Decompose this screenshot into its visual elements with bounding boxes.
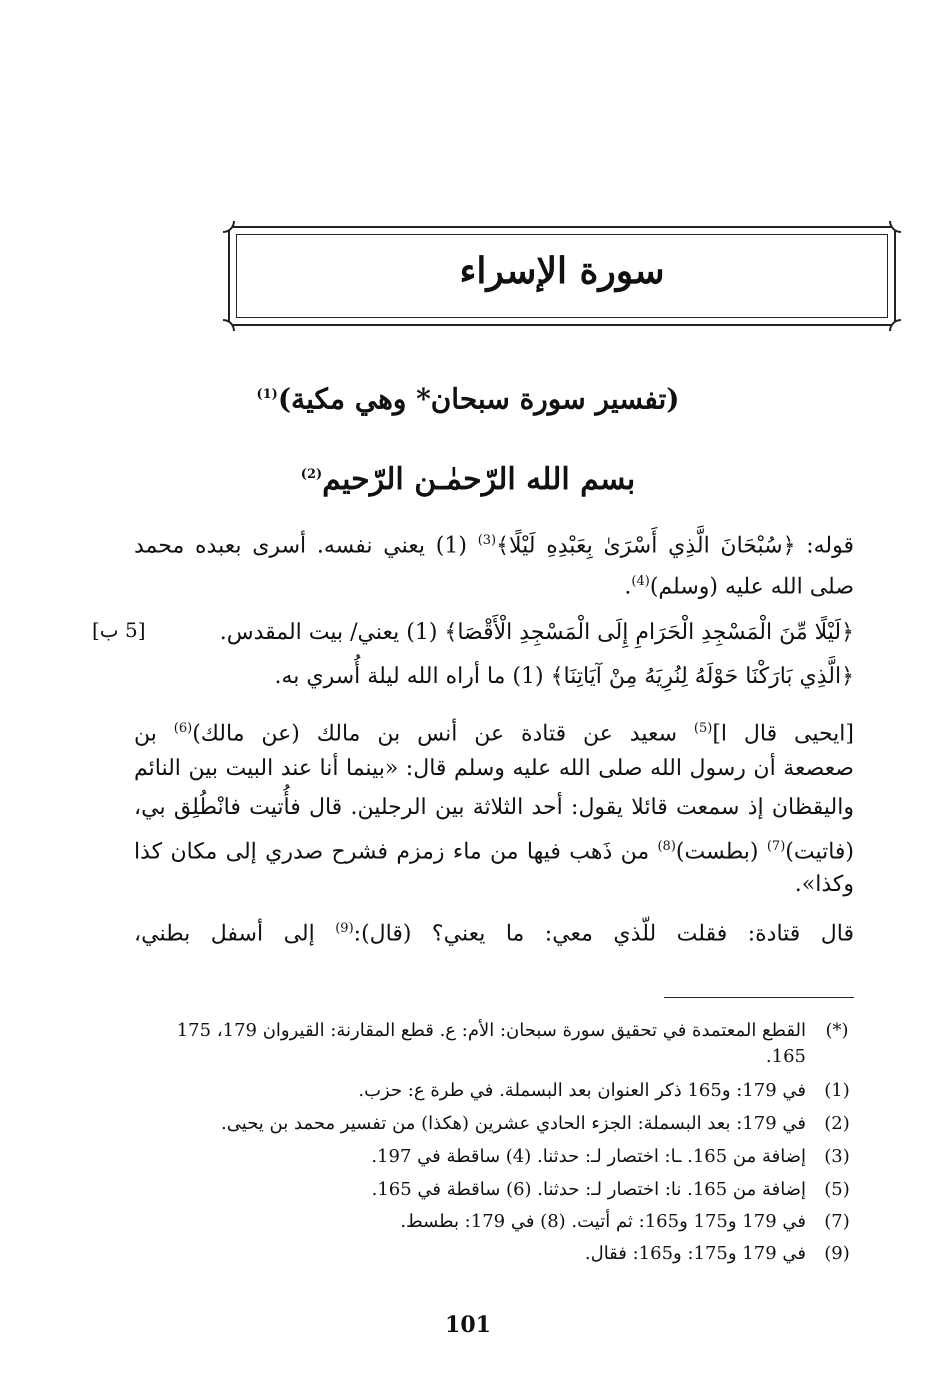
frame-corner	[889, 319, 901, 331]
footnote-number: (2)	[824, 1113, 850, 1134]
basmala	[100, 458, 836, 497]
footnote-ref: (5)	[693, 721, 713, 736]
body-line-3: ﴿لَيْلًا مِّنَ الْمَسْجِدِ الْحَرَامِ إِلَى الْمَسْجِدِ الْأَقْصَا﴾ (1) يعني/ بيت المقدس.	[219, 620, 854, 645]
footnote-ref: (6)	[173, 721, 193, 736]
footnote-ref: (4)	[631, 574, 650, 589]
footnote-text: في 179 و175 و165: ثم أتيت. (8) في 179: بطسط.	[400, 1211, 806, 1232]
body-line-7: واليقظان إذ سمعت قائلا يقول: أحد الثلاثة بين الرجلين. قال فأُتيت فانْطُلِق بي،	[134, 795, 854, 820]
footnote-text: إضافة من 165. نا: اختصار لـ: حدثنا. (6) ساقطة في 165.	[371, 1179, 806, 1200]
subtitle-text: (تفسير سورة سبحان* وهي مكية)	[277, 382, 680, 416]
footnote-ref: (1)	[256, 387, 278, 402]
footnote-text: في 179: و165 ذكر العنوان بعد البسملة. في طرة ع: حزب.	[358, 1080, 806, 1101]
footnote-text: إضافة من 165. ـا: اختصار لـ: حدثنا. (4) ساقطة في 197.	[371, 1146, 806, 1167]
body-text: (1) يعني نفسه. أسرى بعبده محمد	[134, 533, 478, 559]
body-line-9: وكذا».	[794, 872, 854, 897]
body-text: .	[624, 574, 632, 600]
quran-quote: قوله: ﴿سُبْحَانَ الَّذِي أَسْرَىٰ بِعَبْدِهِ لَيْلًا﴾	[496, 533, 855, 559]
footnote-number: (7)	[824, 1211, 850, 1232]
footnote-text: في 179: بعد البسملة: الجزء الحادي عشرين (هكذا) من تفسير محمد بن يحيى.	[221, 1113, 806, 1134]
footnote-ref: (8)	[657, 839, 676, 854]
body-text: إلى أسفل بطني،	[134, 921, 336, 947]
footnote-text: في 179 و175: و165: فقال.	[584, 1243, 806, 1264]
body-text: صلى الله عليه (وسلم)	[649, 574, 854, 600]
footnote-ref: (3)	[477, 533, 497, 548]
surah-title-frame	[228, 226, 896, 326]
body-line-1	[134, 524, 854, 563]
footnote-number: (5)	[824, 1179, 850, 1200]
page-number: 101	[445, 1312, 491, 1338]
footnote-ref: (9)	[335, 921, 354, 936]
footnote-ref: (7)	[766, 839, 786, 854]
body-text: قال قتادة: فقلت للّذي معي: ما يعني؟ (قال):	[353, 921, 854, 947]
body-text: [ايحيى قال ا]	[712, 721, 854, 747]
footnote-text: القطع المعتمدة في تحقيق سورة سبحان: الأم: ع. قطع المقارنة: القيروان 179، 175	[176, 1020, 806, 1041]
body-line-8	[134, 830, 854, 869]
body-text: (بطست)	[675, 839, 767, 865]
frame-corner	[223, 221, 235, 233]
frame-corner	[889, 221, 901, 233]
footnote-number: (3)	[824, 1146, 850, 1167]
body-line-2	[134, 565, 854, 604]
footnote-text: 165.	[765, 1046, 806, 1067]
body-line-5	[134, 712, 854, 751]
body-text: سعيد عن قتادة عن أنس بن مالك (عن مالك)	[192, 721, 694, 747]
footnote-ref: (2)	[300, 467, 323, 482]
footnote-separator	[664, 997, 854, 998]
manuscript-folio-ref: [5 ب]	[92, 618, 146, 642]
body-line-10	[134, 912, 854, 951]
body-line-6: صعصعة أن رسول الله صلى الله عليه وسلم قال: «بينما أنا عند البيت بين النائم	[134, 756, 854, 781]
footnote-number: (*)	[825, 1020, 849, 1041]
section-subtitle	[100, 378, 836, 416]
surah-title: سورة الإسراء	[459, 250, 665, 292]
basmala-text: بسم الله الرّحمٰـن الرّحيم	[322, 462, 636, 497]
footnote-number: (1)	[824, 1080, 850, 1101]
frame-corner	[223, 319, 235, 331]
body-text: بن	[134, 721, 174, 747]
body-line-4: ﴿الَّذِي بَارَكْنَا حَوْلَهُ لِنُرِيَهُ مِنْ آيَاتِنَا﴾ (1) ما أراه الله ليلة أُسري به.	[274, 664, 854, 689]
body-text: (فاتيت)	[785, 839, 855, 865]
footnote-number: (9)	[824, 1243, 850, 1264]
body-text: من ذَهب فيها من ماء زمزم فشرح صدري إلى مكان كذا	[134, 839, 658, 865]
